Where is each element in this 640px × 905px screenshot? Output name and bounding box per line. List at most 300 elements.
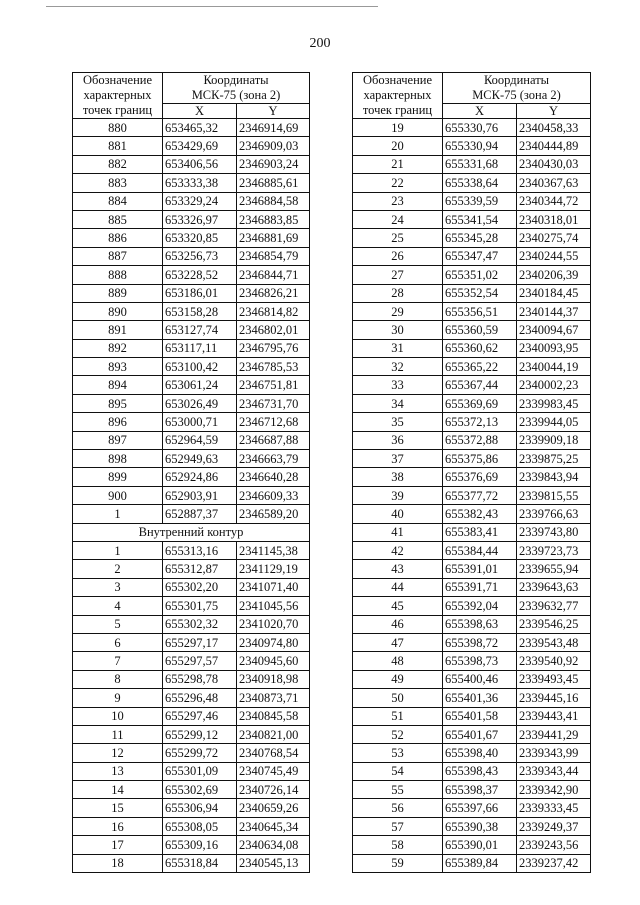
table-row (353, 744, 591, 762)
y-coordinate-cell: 2339944,05 (517, 413, 591, 431)
table-row (73, 229, 310, 247)
table-row (73, 505, 310, 523)
point-id-cell: 13 (73, 762, 163, 780)
table-row (353, 689, 591, 707)
x-coordinate-cell: 655372,88 (443, 431, 517, 449)
x-coordinate-cell: 655382,43 (443, 505, 517, 523)
point-id-cell: 6 (73, 633, 163, 651)
y-coordinate-cell: 2339983,45 (517, 394, 591, 412)
table-row (353, 394, 591, 412)
y-coordinate-cell: 2346844,71 (237, 266, 310, 284)
x-coordinate-cell: 655309,16 (163, 836, 237, 854)
x-coordinate-cell: 655367,44 (443, 376, 517, 394)
table-row (73, 284, 310, 302)
point-id-cell: 50 (353, 689, 443, 707)
y-coordinate-cell: 2339445,16 (517, 689, 591, 707)
y-coordinate-cell: 2340845,58 (237, 707, 310, 725)
x-coordinate-cell: 653026,49 (163, 394, 237, 412)
coords-header-line-1: Координаты (203, 73, 269, 87)
point-id-cell: 56 (353, 799, 443, 817)
y-coordinate-cell: 2339643,63 (517, 578, 591, 596)
y-coordinate-cell: 2341020,70 (237, 615, 310, 633)
y-coordinate-cell: 2339875,25 (517, 450, 591, 468)
table-row (353, 266, 591, 284)
point-id-cell: 27 (353, 266, 443, 284)
y-coordinate-cell: 2340430,03 (517, 155, 591, 173)
x-coordinate-cell: 655377,72 (443, 486, 517, 504)
point-id-cell: 44 (353, 578, 443, 596)
table-row (353, 302, 591, 320)
point-id-cell: 4 (73, 597, 163, 615)
x-coordinate-cell: 655398,63 (443, 615, 517, 633)
point-id-cell: 30 (353, 321, 443, 339)
y-coordinate-cell: 2340873,71 (237, 689, 310, 707)
point-id-cell: 18 (73, 854, 163, 872)
x-coordinate-cell: 655352,54 (443, 284, 517, 302)
y-coordinate-cell: 2340318,01 (517, 210, 591, 228)
point-id-cell: 892 (73, 339, 163, 357)
coordinates-table-left (72, 72, 310, 873)
x-coordinate-cell: 655301,75 (163, 597, 237, 615)
x-coordinate-cell: 655297,46 (163, 707, 237, 725)
point-id-cell: 893 (73, 358, 163, 376)
point-id-cell: 35 (353, 413, 443, 431)
y-coordinate-cell: 2346909,03 (237, 137, 310, 155)
point-id-cell: 897 (73, 431, 163, 449)
table-row (353, 762, 591, 780)
x-coordinate-cell: 653465,32 (163, 119, 237, 137)
x-coordinate-cell: 655298,78 (163, 670, 237, 688)
y-coordinate-cell: 2340918,98 (237, 670, 310, 688)
top-rule (46, 6, 378, 7)
y-coordinate-cell: 2339655,94 (517, 560, 591, 578)
point-id-cell: 888 (73, 266, 163, 284)
y-coordinate-cell: 2340821,00 (237, 725, 310, 743)
y-coordinate-cell: 2340545,13 (237, 854, 310, 872)
table-row (73, 468, 310, 486)
y-coordinate-cell: 2346640,28 (237, 468, 310, 486)
y-coordinate-cell: 2339632,77 (517, 597, 591, 615)
point-id-cell: 896 (73, 413, 163, 431)
table-row (353, 836, 591, 854)
x-coordinate-cell: 653117,11 (163, 339, 237, 357)
y-column-header: Y (517, 104, 591, 119)
x-coordinate-cell: 655318,84 (163, 854, 237, 872)
table-row (353, 358, 591, 376)
table-row (73, 339, 310, 357)
point-id-cell: 40 (353, 505, 443, 523)
table-row (353, 523, 591, 541)
point-id-cell: 885 (73, 210, 163, 228)
table-row (73, 744, 310, 762)
point-id-cell: 11 (73, 725, 163, 743)
y-coordinate-cell: 2339441,29 (517, 725, 591, 743)
point-id-cell: 36 (353, 431, 443, 449)
y-coordinate-cell: 2340659,26 (237, 799, 310, 817)
y-coordinate-cell: 2346885,61 (237, 174, 310, 192)
table-row (73, 266, 310, 284)
x-coordinate-cell: 653326,97 (163, 210, 237, 228)
y-coordinate-cell: 2340945,60 (237, 652, 310, 670)
x-coordinate-cell: 655401,67 (443, 725, 517, 743)
point-id-cell: 890 (73, 302, 163, 320)
x-coordinate-cell: 653406,56 (163, 155, 237, 173)
point-id-cell: 26 (353, 247, 443, 265)
y-coordinate-cell: 2340184,45 (517, 284, 591, 302)
table-row (73, 633, 310, 651)
table-row (73, 615, 310, 633)
y-coordinate-cell: 2340093,95 (517, 339, 591, 357)
y-coordinate-cell: 2346914,69 (237, 119, 310, 137)
x-coordinate-cell: 655297,17 (163, 633, 237, 651)
y-coordinate-cell: 2339766,63 (517, 505, 591, 523)
table-row (353, 486, 591, 504)
y-coordinate-cell: 2346881,69 (237, 229, 310, 247)
y-coordinate-cell: 2341045,56 (237, 597, 310, 615)
x-coordinate-cell: 653256,73 (163, 247, 237, 265)
y-coordinate-cell: 2340002,23 (517, 376, 591, 394)
x-coordinate-cell: 655302,20 (163, 578, 237, 596)
point-id-cell: 894 (73, 376, 163, 394)
point-id-cell: 21 (353, 155, 443, 173)
table-row (73, 376, 310, 394)
table-row (353, 137, 591, 155)
coords-header-line-2: МСК-75 (зона 2) (191, 88, 281, 102)
table-row (73, 210, 310, 228)
table-row (353, 192, 591, 210)
table-row (73, 119, 310, 137)
x-coordinate-cell: 655391,71 (443, 578, 517, 596)
y-coordinate-cell: 2346589,20 (237, 505, 310, 523)
point-id-cell: 5 (73, 615, 163, 633)
y-coordinate-cell: 2340634,08 (237, 836, 310, 854)
x-column-header: X (443, 104, 517, 119)
point-id-cell: 54 (353, 762, 443, 780)
table-row (353, 725, 591, 743)
table-row (73, 450, 310, 468)
y-coordinate-cell: 2339343,99 (517, 744, 591, 762)
point-id-cell: 1 (73, 505, 163, 523)
table-row (353, 229, 591, 247)
x-coordinate-cell: 655308,05 (163, 817, 237, 835)
y-coordinate-cell: 2339723,73 (517, 541, 591, 559)
point-id-cell: 8 (73, 670, 163, 688)
point-id-cell: 14 (73, 781, 163, 799)
x-coordinate-cell: 653228,52 (163, 266, 237, 284)
point-id-cell: 889 (73, 284, 163, 302)
point-id-cell: 55 (353, 781, 443, 799)
table-row (73, 836, 310, 854)
point-id-cell: 891 (73, 321, 163, 339)
table-row (353, 284, 591, 302)
x-coordinate-cell: 653186,01 (163, 284, 237, 302)
page-number: 200 (309, 36, 331, 51)
x-coordinate-cell: 655302,32 (163, 615, 237, 633)
point-header-line-1: Обозначение (362, 73, 433, 87)
table-row (73, 358, 310, 376)
table-row (73, 541, 310, 559)
y-coordinate-cell: 2339333,45 (517, 799, 591, 817)
point-id-cell: 880 (73, 119, 163, 137)
point-id-cell: 10 (73, 707, 163, 725)
x-coordinate-cell: 655398,40 (443, 744, 517, 762)
x-coordinate-cell: 655383,41 (443, 523, 517, 541)
y-coordinate-cell: 2340144,37 (517, 302, 591, 320)
y-coordinate-cell: 2339540,92 (517, 652, 591, 670)
table-row (73, 560, 310, 578)
x-coordinate-cell: 655313,16 (163, 541, 237, 559)
x-coordinate-cell: 655345,28 (443, 229, 517, 247)
x-coordinate-cell: 655302,69 (163, 781, 237, 799)
table-row (73, 597, 310, 615)
table-row (73, 137, 310, 155)
y-coordinate-cell: 2346903,24 (237, 155, 310, 173)
x-coordinate-cell: 653000,71 (163, 413, 237, 431)
y-coordinate-cell: 2340444,89 (517, 137, 591, 155)
y-coordinate-cell: 2339343,44 (517, 762, 591, 780)
point-id-cell: 881 (73, 137, 163, 155)
x-coordinate-cell: 655390,01 (443, 836, 517, 854)
y-coordinate-cell: 2346712,68 (237, 413, 310, 431)
x-coordinate-cell: 655306,94 (163, 799, 237, 817)
y-coordinate-cell: 2339342,90 (517, 781, 591, 799)
table-row (353, 119, 591, 137)
x-coordinate-cell: 655384,44 (443, 541, 517, 559)
point-id-cell: 39 (353, 486, 443, 504)
table-row (353, 707, 591, 725)
point-id-cell: 38 (353, 468, 443, 486)
x-column-header: X (163, 104, 237, 119)
table-row (73, 155, 310, 173)
y-column-header: Y (237, 104, 310, 119)
y-coordinate-cell: 2346814,82 (237, 302, 310, 320)
table-row (353, 854, 591, 872)
table-row (73, 321, 310, 339)
table-row (353, 781, 591, 799)
x-coordinate-cell: 655330,94 (443, 137, 517, 155)
x-coordinate-cell: 655391,01 (443, 560, 517, 578)
point-id-cell: 28 (353, 284, 443, 302)
point-id-cell: 29 (353, 302, 443, 320)
x-coordinate-cell: 655372,13 (443, 413, 517, 431)
table-row (353, 633, 591, 651)
table-row (353, 615, 591, 633)
table-row (73, 578, 310, 596)
table-row (353, 174, 591, 192)
y-coordinate-cell: 2339909,18 (517, 431, 591, 449)
x-coordinate-cell: 655351,02 (443, 266, 517, 284)
y-coordinate-cell: 2340094,67 (517, 321, 591, 339)
table-row (73, 799, 310, 817)
y-coordinate-cell: 2346826,21 (237, 284, 310, 302)
point-id-cell: 32 (353, 358, 443, 376)
x-coordinate-cell: 653429,69 (163, 137, 237, 155)
coords-column-header (443, 73, 591, 104)
coords-header-line-1: Координаты (483, 73, 550, 87)
table-row (353, 652, 591, 670)
y-coordinate-cell: 2346731,70 (237, 394, 310, 412)
y-coordinate-cell: 2340458,33 (517, 119, 591, 137)
x-coordinate-cell: 655299,72 (163, 744, 237, 762)
x-coordinate-cell: 655356,51 (443, 302, 517, 320)
point-id-cell: 12 (73, 744, 163, 762)
y-coordinate-cell: 2339237,42 (517, 854, 591, 872)
y-coordinate-cell: 2346854,79 (237, 247, 310, 265)
point-id-cell: 57 (353, 817, 443, 835)
x-coordinate-cell: 655360,59 (443, 321, 517, 339)
point-id-cell: 59 (353, 854, 443, 872)
table-row (353, 670, 591, 688)
y-coordinate-cell: 2341145,38 (237, 541, 310, 559)
point-id-cell: 900 (73, 486, 163, 504)
point-id-cell: 16 (73, 817, 163, 835)
table-row (73, 174, 310, 192)
table-row (73, 302, 310, 320)
table-row (353, 413, 591, 431)
y-coordinate-cell: 2346884,58 (237, 192, 310, 210)
x-coordinate-cell: 653158,28 (163, 302, 237, 320)
section-label: Внутренний контур (73, 523, 310, 541)
x-coordinate-cell: 655330,76 (443, 119, 517, 137)
coords-header-line-2: МСК-75 (зона 2) (472, 88, 561, 102)
x-coordinate-cell: 652924,86 (163, 468, 237, 486)
x-coordinate-cell: 655375,86 (443, 450, 517, 468)
point-id-cell: 22 (353, 174, 443, 192)
x-coordinate-cell: 652887,37 (163, 505, 237, 523)
point-id-cell: 899 (73, 468, 163, 486)
table-row (353, 541, 591, 559)
point-id-cell: 17 (73, 836, 163, 854)
x-coordinate-cell: 655365,22 (443, 358, 517, 376)
table-row (353, 210, 591, 228)
x-coordinate-cell: 655369,69 (443, 394, 517, 412)
table-row (353, 321, 591, 339)
table-row (73, 762, 310, 780)
point-id-cell: 52 (353, 725, 443, 743)
point-id-cell: 34 (353, 394, 443, 412)
x-coordinate-cell: 655312,87 (163, 560, 237, 578)
table-row (73, 817, 310, 835)
table-row (73, 707, 310, 725)
table-row (353, 597, 591, 615)
table-row (73, 689, 310, 707)
point-id-cell: 45 (353, 597, 443, 615)
table-row (353, 505, 591, 523)
x-coordinate-cell: 655331,68 (443, 155, 517, 173)
point-id-cell: 25 (353, 229, 443, 247)
y-coordinate-cell: 2341129,19 (237, 560, 310, 578)
table-row (353, 817, 591, 835)
table-row (73, 192, 310, 210)
point-header-line-2: характерных (363, 88, 432, 102)
x-coordinate-cell: 655398,73 (443, 652, 517, 670)
y-coordinate-cell: 2339249,37 (517, 817, 591, 835)
point-id-cell: 41 (353, 523, 443, 541)
point-id-cell: 19 (353, 119, 443, 137)
table-row (73, 854, 310, 872)
y-coordinate-cell: 2346687,88 (237, 431, 310, 449)
x-coordinate-cell: 653333,38 (163, 174, 237, 192)
y-coordinate-cell: 2341071,40 (237, 578, 310, 596)
point-header-line-3: точек границ (82, 103, 153, 117)
point-id-cell: 15 (73, 799, 163, 817)
y-coordinate-cell: 2339843,94 (517, 468, 591, 486)
y-coordinate-cell: 2339243,56 (517, 836, 591, 854)
table-row (353, 560, 591, 578)
point-id-cell: 58 (353, 836, 443, 854)
point-header-line-2: характерных (83, 88, 152, 102)
table-row (353, 155, 591, 173)
x-coordinate-cell: 655398,43 (443, 762, 517, 780)
y-coordinate-cell: 2339743,80 (517, 523, 591, 541)
point-column-header (73, 73, 163, 119)
point-id-cell: 886 (73, 229, 163, 247)
table-row (353, 339, 591, 357)
x-coordinate-cell: 655347,47 (443, 247, 517, 265)
point-header-line-3: точек границ (362, 103, 433, 117)
table-row (353, 376, 591, 394)
table-row (73, 247, 310, 265)
table-row (353, 799, 591, 817)
y-coordinate-cell: 2339493,45 (517, 670, 591, 688)
y-coordinate-cell: 2346609,33 (237, 486, 310, 504)
point-id-cell: 51 (353, 707, 443, 725)
y-coordinate-cell: 2339543,48 (517, 633, 591, 651)
table-row (73, 781, 310, 799)
x-coordinate-cell: 655389,84 (443, 854, 517, 872)
x-coordinate-cell: 655376,69 (443, 468, 517, 486)
table-row (73, 652, 310, 670)
point-id-cell: 1 (73, 541, 163, 559)
point-id-cell: 884 (73, 192, 163, 210)
y-coordinate-cell: 2340344,72 (517, 192, 591, 210)
point-column-header (353, 73, 443, 119)
point-id-cell: 48 (353, 652, 443, 670)
table-row (353, 247, 591, 265)
x-coordinate-cell: 652964,59 (163, 431, 237, 449)
x-coordinate-cell: 655341,54 (443, 210, 517, 228)
y-coordinate-cell: 2340244,55 (517, 247, 591, 265)
x-coordinate-cell: 653127,74 (163, 321, 237, 339)
y-coordinate-cell: 2346795,76 (237, 339, 310, 357)
x-coordinate-cell: 655390,38 (443, 817, 517, 835)
y-coordinate-cell: 2346883,85 (237, 210, 310, 228)
y-coordinate-cell: 2346802,01 (237, 321, 310, 339)
table-row (73, 431, 310, 449)
x-coordinate-cell: 653100,42 (163, 358, 237, 376)
y-coordinate-cell: 2340745,49 (237, 762, 310, 780)
point-id-cell: 898 (73, 450, 163, 468)
point-id-cell: 3 (73, 578, 163, 596)
point-id-cell: 883 (73, 174, 163, 192)
point-id-cell: 2 (73, 560, 163, 578)
y-coordinate-cell: 2346785,53 (237, 358, 310, 376)
x-coordinate-cell: 655297,57 (163, 652, 237, 670)
point-id-cell: 24 (353, 210, 443, 228)
point-id-cell: 53 (353, 744, 443, 762)
table-row (73, 725, 310, 743)
x-coordinate-cell: 655400,46 (443, 670, 517, 688)
point-header-line-1: Обозначение (82, 73, 153, 87)
x-coordinate-cell: 655392,04 (443, 597, 517, 615)
y-coordinate-cell: 2340726,14 (237, 781, 310, 799)
x-coordinate-cell: 655338,64 (443, 174, 517, 192)
x-coordinate-cell: 653329,24 (163, 192, 237, 210)
point-id-cell: 895 (73, 394, 163, 412)
y-coordinate-cell: 2340974,80 (237, 633, 310, 651)
point-id-cell: 47 (353, 633, 443, 651)
y-coordinate-cell: 2340044,19 (517, 358, 591, 376)
